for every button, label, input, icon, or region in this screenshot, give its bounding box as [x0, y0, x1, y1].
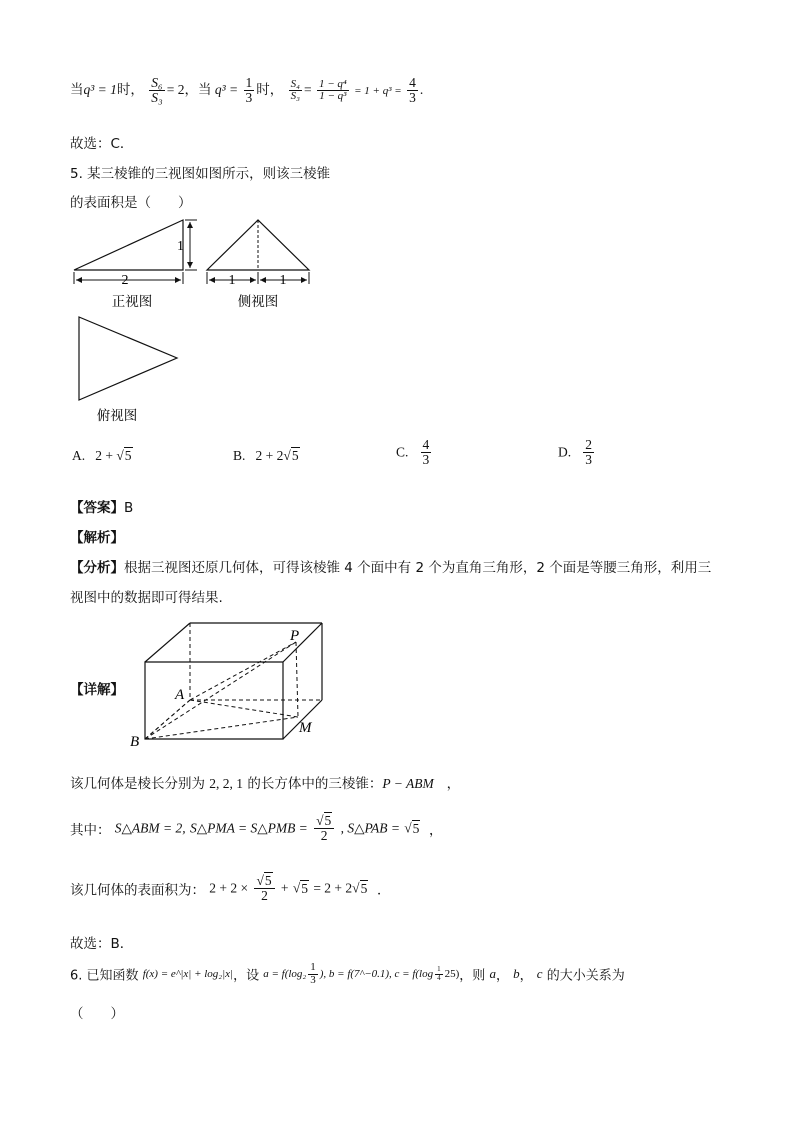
label-P: P [290, 628, 300, 644]
q6-paren: （ ） [70, 1006, 124, 1022]
detail-line1: 该几何体是棱长分别为 2, 2, 1 的长方体中的三棱锥：P − ABM ， [70, 776, 461, 792]
q5-line2: 的表面积是（ ） [70, 195, 192, 211]
label-M: M [299, 720, 312, 736]
front-view-label: 正视图 [111, 294, 153, 310]
edge-BM [145, 717, 298, 739]
edge-BP [145, 642, 296, 739]
dim-1-vertical: 1 [177, 239, 184, 254]
top-view-label: 俯视图 [96, 408, 138, 424]
prev-solution-line: 当q³ = 1时， $\frac{\text{S₆}}{\text{S₃}}$ = 2，当 q³ = $\frac{1}{3}$ 时， $\frac{\text{S₄}}{\text{S₃}}$ = $\frac{\text{1 − q⁴}}{\text{1 − q³}}$ = 1 + q³ = $\frac{4}{3}$ . [70, 75, 424, 106]
answer-line: 【答案】B [70, 500, 134, 516]
dim-1-left: 1 [228, 273, 236, 288]
option-c[interactable]: C. $\frac{4}{3}$ [396, 437, 430, 468]
edge-AM [190, 700, 298, 717]
three-view-figure [66, 212, 326, 432]
label-A: A [175, 687, 185, 703]
dim-2-label: 2 [121, 273, 129, 288]
front-view-triangle [74, 220, 183, 270]
detail-line2: 其中： S△ABM = 2, S△PMA = S△PMB = $\frac{√5}{2}$ , S△PAB = √5 ， [70, 813, 443, 844]
top-view-triangle [79, 317, 177, 400]
prev-answer: 故选：C． [70, 136, 134, 152]
option-a[interactable]: A. 2 + √5 [72, 448, 132, 463]
label-B: B [130, 734, 140, 750]
answer-b: 故选：B． [70, 936, 134, 952]
side-view-label: 侧视图 [237, 294, 279, 310]
detail-line3: 该几何体的表面积为： 2 + 2 × $\frac{√5}{2}$ + √5 = 2 + 2√5 ． [70, 873, 391, 904]
q5-line1: 5. 某三棱锥的三视图如图所示，则该三棱锥 [70, 166, 331, 182]
edge-PM [296, 642, 298, 717]
cuboid-figure [128, 618, 328, 750]
dim-1-right: 1 [279, 273, 287, 288]
fenxi-line2: 视图中的数据即可得结果. [70, 590, 223, 606]
option-d[interactable]: D. $\frac{2}{3}$ [558, 437, 592, 468]
detail-tag: 【详解】 [70, 682, 124, 698]
fenxi-line1: 【分析】根据三视图还原几何体，可得该棱锥 4 个面中有 2 个为直角三角形，2 个面是等腰三角形，利用三 [70, 560, 712, 576]
edge-AP [190, 642, 296, 700]
analysis-tag: 【解析】 [70, 530, 124, 546]
q6-line1: 6. 已知函数 f(x) = e^|x| + log₂|x|，设 a = f(log₂ $\frac{1}{3}$ ), b = f(7^−0.1), c = f(log $\frac{1}{4}$ 25)，则 a， b， c 的大小关系为 [70, 961, 625, 986]
option-b[interactable]: B. 2 + 2√5 [233, 448, 299, 463]
